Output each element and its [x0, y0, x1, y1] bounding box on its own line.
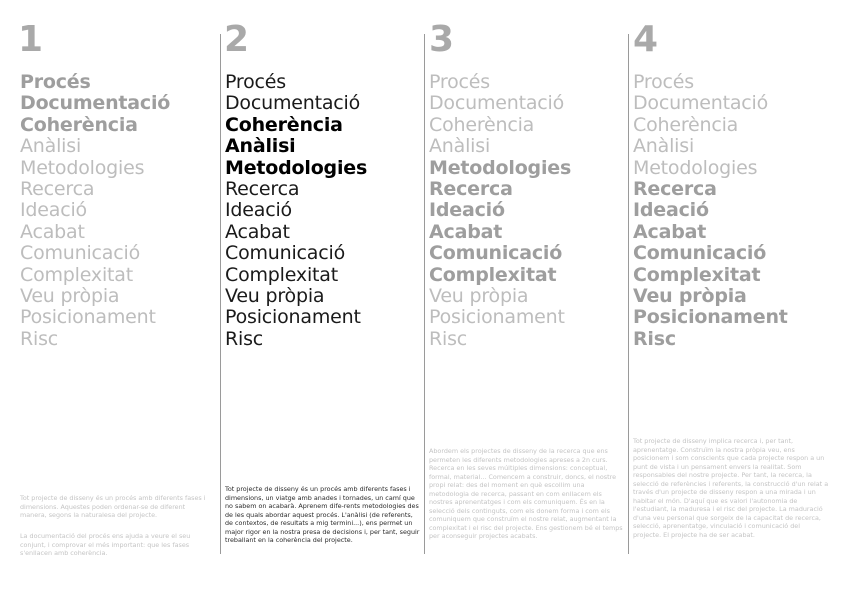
term: Acabat [20, 220, 85, 243]
term: Posicionament [633, 306, 788, 329]
term-list [633, 72, 788, 350]
description-paragraph: La documentació del procés ens ajuda a veure el seu conjunt, i comprovar el més important: que les fases s'enllacen amb coherència. [20, 532, 191, 557]
description-paragraph: Tot projecte de disseny és un procés amb diferents fases i dimensions. Aquestes poden ordenar-se de diferent manera, segons la naturalesa del projecte. [20, 494, 206, 519]
description-paragraph: Tot projecte de disseny implica recerca i, per tant, aprenentatge. Construïm la nostra pròpia veu, ens posicionem i som conscients que cada projecte respon a un punt de vista i un pensament envers la realitat. Som responsables del nostre projecte. Per tant, la recerca, la selecció de referències i referents, la construcció d'un relat a través d'un projecte de disseny respon a una mirada i un habitar el món. D'aquí que es valori l'autonomia de l'estudiant, la maduresa i el risc del projecte. La maduració d'una veu personal que sorgeix de la capacitat de recerca, selecció, aprenentatge, vinculació i comunicació del projecte. El projecte ha de ser acabat. [633, 437, 829, 539]
term: Complexitat [633, 263, 761, 286]
term: Procés [633, 71, 694, 93]
term: Recerca [633, 177, 717, 200]
term: Metodologies [633, 156, 758, 179]
term: Metodologies [20, 156, 145, 179]
column-4 [628, 0, 828, 600]
term: Metodologies [429, 156, 572, 179]
term: Ideació [429, 199, 505, 222]
term: Posicionament [225, 306, 361, 329]
term: Acabat [633, 220, 707, 243]
term: Acabat [429, 220, 503, 243]
term: Comunicació [429, 242, 563, 265]
term: Coherència [20, 113, 138, 136]
term: Comunicació [225, 242, 346, 265]
term: Complexitat [20, 263, 133, 286]
term: Complexitat [225, 263, 338, 286]
term: Anàlisi [20, 135, 82, 158]
term-list [20, 72, 170, 350]
term: Acabat [225, 220, 290, 243]
term: Veu pròpia [429, 284, 529, 307]
term: Documentació [20, 92, 171, 115]
term: Recerca [225, 177, 300, 200]
term: Coherència [633, 113, 739, 136]
term: Metodologies [225, 156, 368, 179]
term: Procés [429, 71, 490, 93]
term: Anàlisi [429, 135, 491, 158]
term: Risc [20, 327, 59, 350]
term: Complexitat [429, 263, 557, 286]
term: Coherència [225, 113, 343, 136]
term: Comunicació [20, 242, 141, 265]
term-list [225, 72, 367, 350]
term: Ideació [20, 199, 87, 222]
term: Risc [429, 327, 468, 350]
term: Veu pròpia [20, 284, 120, 307]
column-2 [220, 0, 420, 600]
term: Posicionament [20, 306, 156, 329]
column-number: 4 [633, 19, 659, 60]
column-number: 1 [18, 19, 44, 60]
term: Ideació [633, 199, 709, 222]
term: Documentació [633, 92, 769, 115]
description-paragraph: Abordem els projectes de disseny de la recerca que ens permeten les diferents metodologies apreses a 2n curs. Recerca en les seves múltiples dimensions: conceptual, formal, material... Comencem a construir, doncs, el nostre propi relat: des del moment en què escollim una metodologia de recerca, passant en com enllacem els nostres aprenentatges i com els comuniquem. És en la selecció dels continguts, com els donem forma i com els comuniquem que construïm el nostre relat, augmentant la complexitat i el risc del projecte. Ens gestionem bé el temps per aconseguir projectes acabats. [429, 447, 623, 540]
description-paragraph: Tot projecte de disseny és un procés amb diferents fases i dimensions, un viatge amb anades i tornades, un camí que no sabem on acabarà. Aprenem dife-rents metodologies des de les quals abordar aquest procés. L'anàlisi (de referents, de contextos, de resultats a mig termini...), ens permet un major rigor en la nostra presa de decisions i, per tant, seguir treballant en la coherència del projecte. [225, 485, 420, 544]
term: Risc [225, 327, 264, 350]
term: Documentació [429, 92, 565, 115]
term: Veu pròpia [633, 284, 747, 307]
column-3 [424, 0, 624, 600]
term: Procés [20, 71, 91, 93]
term-list [429, 72, 571, 350]
term: Recerca [429, 177, 513, 200]
term: Veu pròpia [225, 284, 325, 307]
term: Anàlisi [633, 135, 695, 158]
term: Posicionament [429, 306, 565, 329]
term: Coherència [429, 113, 535, 136]
term: Risc [633, 327, 676, 350]
column-divider [220, 34, 221, 554]
column-divider [424, 34, 425, 554]
column-number: 2 [224, 19, 250, 60]
term: Documentació [225, 92, 361, 115]
term: Ideació [225, 199, 292, 222]
term: Comunicació [633, 242, 767, 265]
term: Recerca [20, 177, 95, 200]
column-1 [20, 0, 220, 600]
column-divider [628, 34, 629, 554]
column-number: 3 [429, 19, 455, 60]
term: Procés [225, 71, 286, 93]
term: Anàlisi [225, 135, 296, 158]
